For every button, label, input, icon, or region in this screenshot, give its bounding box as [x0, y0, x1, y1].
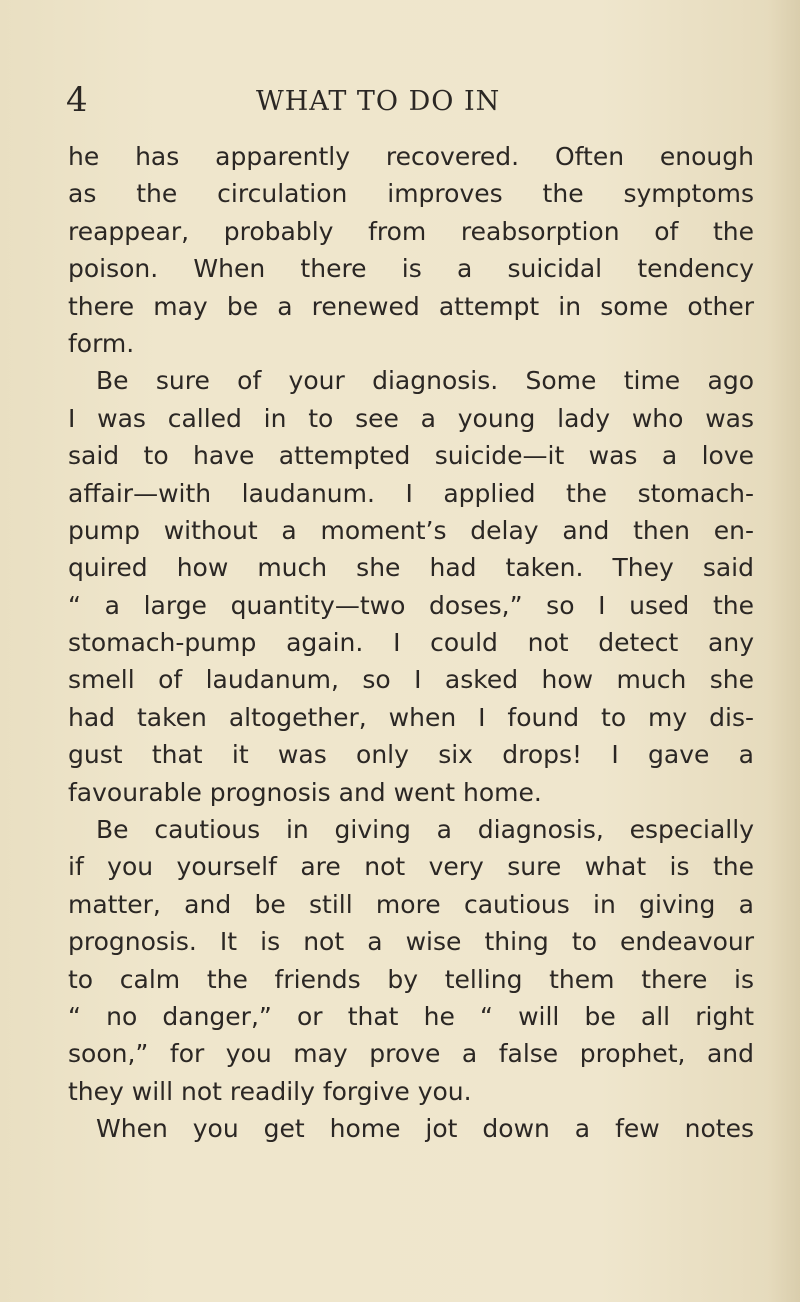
text-line: prognosis. It is not a wise thing to endeavour	[68, 927, 754, 957]
text-line: “ a large quantity—two doses,” so I used the	[68, 590, 754, 620]
body-text	[68, 138, 754, 1148]
page-number: 4	[66, 80, 88, 120]
text-line: stomach-pump again. I could not detect any	[68, 628, 754, 658]
text-line: quired how much she had taken. They said	[68, 553, 754, 583]
text-line: reappear, probably from reabsorption of the	[68, 216, 754, 246]
text-line: gust that it was only six drops! I gave a	[68, 740, 754, 770]
text-line: said to have attempted suicide—it was a love	[68, 441, 754, 471]
text-line: “ no danger,” or that he “ will be all right	[68, 1001, 754, 1031]
running-head: WHAT TO DO IN	[256, 86, 501, 117]
text-line: affair—with laudanum. I applied the stomach-	[68, 478, 754, 508]
text-line: they will not readily forgive you.	[68, 1076, 472, 1106]
text-line: When you get home jot down a few notes	[96, 1114, 754, 1144]
text-line: pump without a moment’s delay and then en-	[68, 515, 754, 545]
text-line: smell of laudanum, so I asked how much she	[68, 665, 754, 695]
text-line: had taken altogether, when I found to my dis-	[68, 702, 754, 732]
text-line: he has apparently recovered. Often enough	[68, 142, 754, 171]
text-line: I was called in to see a young lady who was	[68, 403, 754, 433]
text-line: to calm the friends by telling them there is	[68, 964, 754, 994]
text-line: if you yourself are not very sure what is the	[68, 852, 754, 882]
text-line: soon,” for you may prove a false prophet, and	[68, 1039, 754, 1069]
text-line: matter, and be still more cautious in giving a	[68, 889, 754, 919]
text-line: favourable prognosis and went home.	[68, 777, 542, 807]
text-line: poison. When there is a suicidal tendency	[68, 254, 754, 284]
text-line: Be sure of your diagnosis. Some time ago	[96, 366, 754, 396]
text-line: as the circulation improves the symptoms	[68, 179, 754, 209]
text-line: there may be a renewed attempt in some other	[68, 291, 754, 321]
text-line: form.	[68, 328, 135, 358]
text-line: Be cautious in giving a diagnosis, especially	[96, 815, 754, 845]
page-header	[66, 80, 766, 120]
